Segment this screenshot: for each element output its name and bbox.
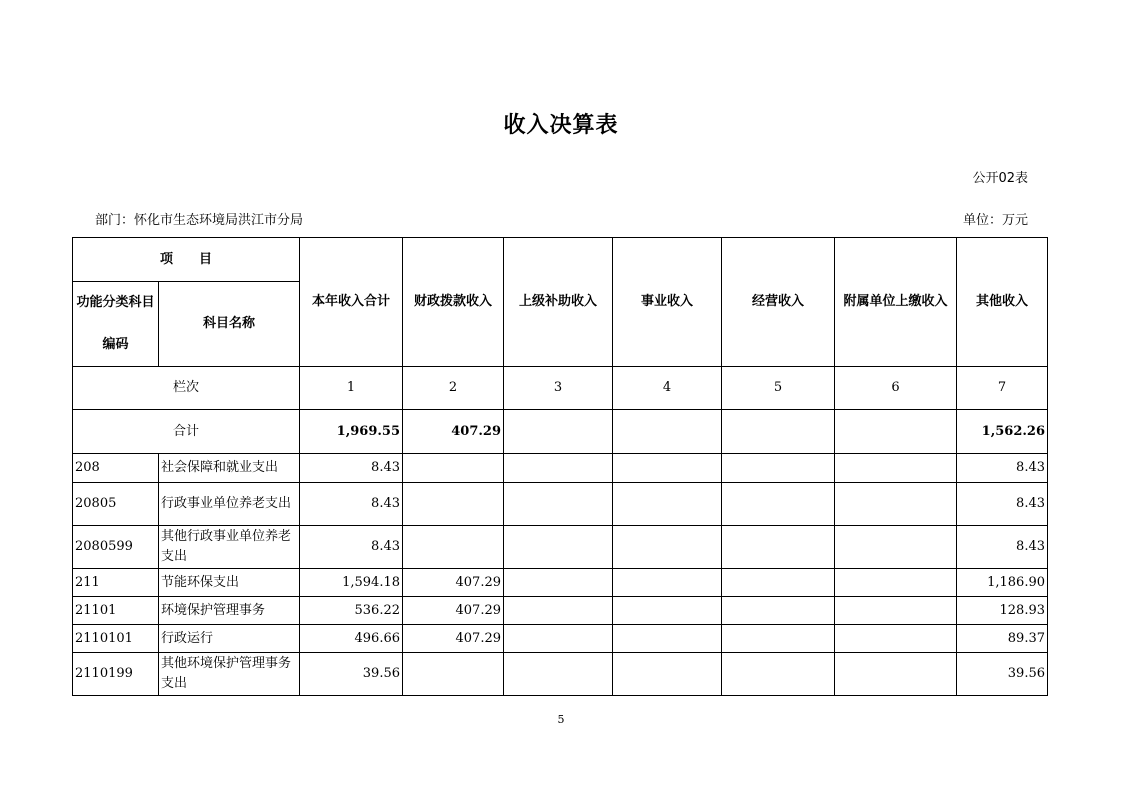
total-value — [504, 410, 613, 454]
row-value: 8.43 — [300, 483, 403, 526]
total-label: 合计 — [73, 410, 300, 454]
table-row — [73, 597, 1048, 625]
row-value — [722, 597, 835, 625]
column-number: 5 — [722, 367, 835, 410]
row-value — [613, 569, 722, 597]
row-value — [722, 625, 835, 653]
row-name: 其他环境保护管理事务支出 — [159, 653, 300, 696]
row-value — [613, 597, 722, 625]
row-name: 其他行政事业单位养老支出 — [159, 526, 300, 569]
row-value: 39.56 — [300, 653, 403, 696]
column-number-label: 栏次 — [73, 367, 300, 410]
table-row — [73, 625, 1048, 653]
row-value: 8.43 — [300, 526, 403, 569]
column-number: 6 — [835, 367, 957, 410]
row-value — [835, 454, 957, 483]
total-value: 1,562.26 — [957, 410, 1048, 454]
row-value — [722, 483, 835, 526]
unit-label: 单位：万元 — [962, 213, 1028, 228]
header-subject-name: 科目名称 — [159, 282, 300, 367]
table-row — [73, 569, 1048, 597]
row-name: 社会保障和就业支出 — [159, 454, 300, 483]
row-value: 1,594.18 — [300, 569, 403, 597]
row-value — [722, 526, 835, 569]
row-value: 407.29 — [403, 597, 504, 625]
row-value — [504, 454, 613, 483]
header-row-1 — [73, 238, 1048, 282]
row-value — [504, 597, 613, 625]
row-code: 2110199 — [73, 653, 159, 696]
row-value — [722, 653, 835, 696]
row-value: 8.43 — [957, 526, 1048, 569]
row-value — [835, 526, 957, 569]
row-value: 407.29 — [403, 569, 504, 597]
row-value: 407.29 — [403, 625, 504, 653]
column-number: 4 — [613, 367, 722, 410]
row-value: 8.43 — [957, 454, 1048, 483]
page-title: 收入决算表 — [503, 113, 619, 138]
column-number: 2 — [403, 367, 504, 410]
row-value — [613, 625, 722, 653]
header-item: 项 目 — [73, 238, 300, 282]
row-value: 89.37 — [957, 625, 1048, 653]
row-value — [504, 483, 613, 526]
row-name: 行政事业单位养老支出 — [159, 483, 300, 526]
header-col-4: 事业收入 — [613, 238, 722, 367]
header-func-code: 功能分类科目编码 — [73, 282, 159, 367]
row-value — [403, 454, 504, 483]
table-row — [73, 454, 1048, 483]
form-number: 公开02表 — [972, 171, 1028, 186]
table-row — [73, 483, 1048, 526]
row-value: 39.56 — [957, 653, 1048, 696]
table-row — [73, 526, 1048, 569]
total-value — [835, 410, 957, 454]
row-name: 环境保护管理事务 — [159, 597, 300, 625]
header-col-7: 其他收入 — [957, 238, 1048, 367]
table-row — [73, 653, 1048, 696]
row-value — [403, 526, 504, 569]
header-col-1: 本年收入合计 — [300, 238, 403, 367]
row-value: 1,186.90 — [957, 569, 1048, 597]
header-col-6: 附属单位上缴收入 — [835, 238, 957, 367]
row-value — [403, 653, 504, 696]
page-number: 5 — [557, 713, 565, 726]
header-col-2: 财政拨款收入 — [403, 238, 504, 367]
row-value — [613, 653, 722, 696]
row-value: 128.93 — [957, 597, 1048, 625]
row-value — [504, 653, 613, 696]
column-number: 7 — [957, 367, 1048, 410]
total-value: 1,969.55 — [300, 410, 403, 454]
row-value — [835, 653, 957, 696]
row-code: 211 — [73, 569, 159, 597]
column-number: 1 — [300, 367, 403, 410]
row-value — [835, 625, 957, 653]
row-value — [722, 569, 835, 597]
row-value: 496.66 — [300, 625, 403, 653]
total-value — [722, 410, 835, 454]
row-value — [504, 526, 613, 569]
row-value — [504, 625, 613, 653]
header-col-5: 经营收入 — [722, 238, 835, 367]
row-value: 536.22 — [300, 597, 403, 625]
row-value — [613, 526, 722, 569]
row-value: 8.43 — [300, 454, 403, 483]
row-code: 2080599 — [73, 526, 159, 569]
header-col-3: 上级补助收入 — [504, 238, 613, 367]
row-value — [613, 454, 722, 483]
total-row — [73, 410, 1048, 454]
row-code: 2110101 — [73, 625, 159, 653]
row-name: 节能环保支出 — [159, 569, 300, 597]
row-value — [835, 569, 957, 597]
column-number: 3 — [504, 367, 613, 410]
row-code: 21101 — [73, 597, 159, 625]
row-value — [613, 483, 722, 526]
row-name: 行政运行 — [159, 625, 300, 653]
department-label: 部门：怀化市生态环境局洪江市分局 — [95, 213, 304, 228]
row-value: 8.43 — [957, 483, 1048, 526]
row-value — [835, 483, 957, 526]
column-number-row — [73, 367, 1048, 410]
total-value: 407.29 — [403, 410, 504, 454]
row-value — [403, 483, 504, 526]
total-value — [613, 410, 722, 454]
income-table — [72, 237, 1048, 696]
row-value — [835, 597, 957, 625]
row-value — [722, 454, 835, 483]
row-code: 20805 — [73, 483, 159, 526]
row-code: 208 — [73, 454, 159, 483]
row-value — [504, 569, 613, 597]
